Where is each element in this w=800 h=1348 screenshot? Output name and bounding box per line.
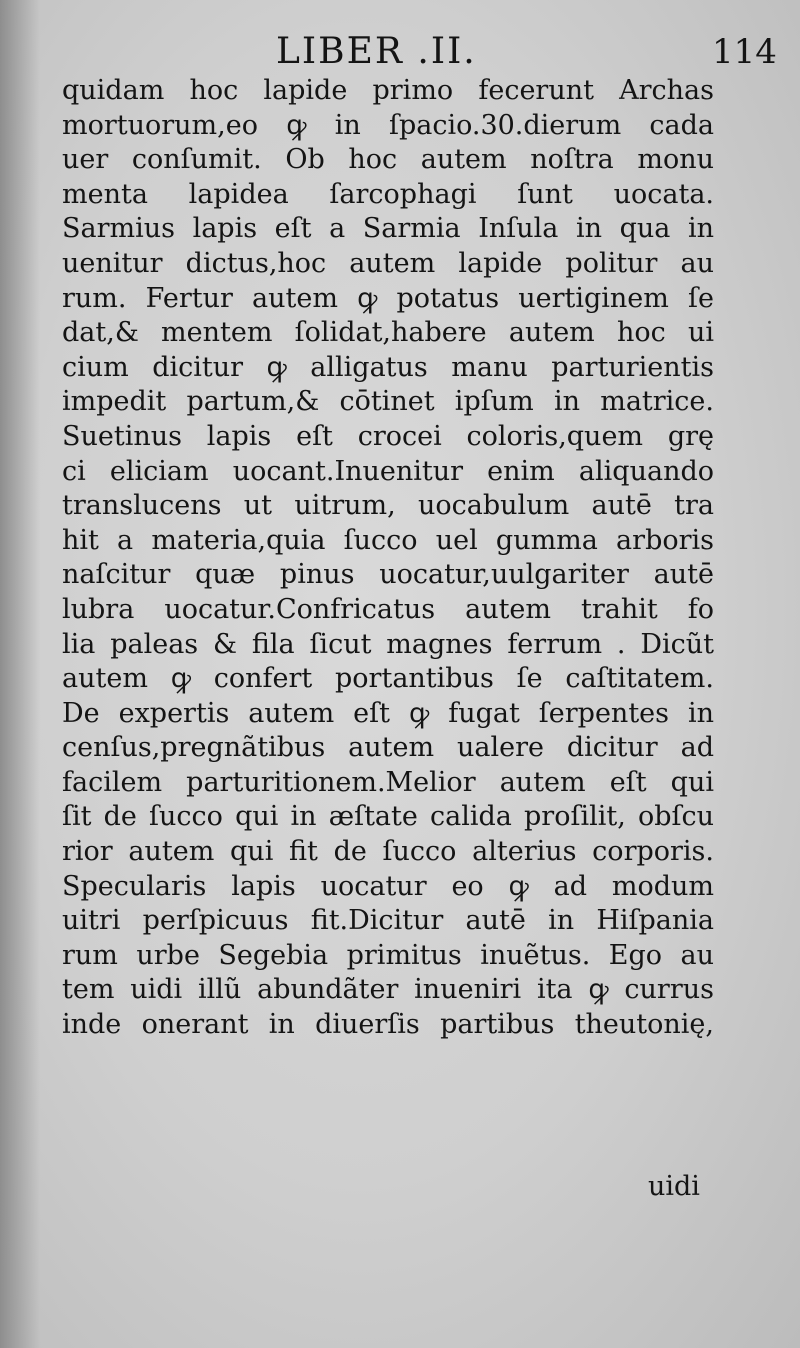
text-block — [62, 74, 714, 1043]
text-line: lia paleas & fila ſicut magnes ferrum . Dicũt — [62, 628, 714, 660]
text-line: naſcitur quæ pinus uocatur,uulgariter autē — [62, 559, 714, 591]
text-line: hit a materia,quia ſucco uel gumma arboris — [62, 524, 714, 556]
text-line: impedit partum,& cōtinet ipſum in matrice. — [62, 386, 714, 418]
text-line: rum urbe Segebia primitus inuẽtus. Ego au — [62, 939, 714, 971]
text-line: ſit de ſucco qui in æſtate calida proſilit, obſcu — [62, 801, 714, 833]
text-line: uer conſumit. Ob hoc autem noſtra monu — [62, 144, 714, 176]
text-line: inde onerant in diuerſis partibus theutonię, — [62, 1009, 714, 1041]
text-line: cium dicitur ꝙ alligatus manu parturientis — [62, 351, 714, 383]
text-line: lubra uocatur.Confricatus autem trahit fo — [62, 593, 714, 625]
text-line: translucens ut uitrum, uocabulum autē tra — [62, 490, 714, 522]
text-line: mortuorum,eo ꝙ in ſpacio.30.dierum cada — [62, 109, 714, 141]
text-line: rior autem qui fit de ſucco alterius corporis. — [62, 836, 714, 868]
text-line: Specularis lapis uocatur eo ꝙ ad modum — [62, 870, 714, 902]
text-line: facilem parturitionem.Melior autem eſt qui — [62, 766, 714, 798]
text-line: uenitur dictus,hoc autem lapide politur au — [62, 247, 714, 279]
text-line: quidam hoc lapide primo fecerunt Archas — [62, 75, 714, 106]
text-line: rum. Fertur autem ꝙ potatus uertiginem ſe — [62, 282, 714, 314]
text-line: uitri perſpicuus fit.Dicitur autē in Hiſpania — [62, 905, 714, 937]
folio-number: 114 — [712, 32, 777, 72]
text-line: tem uidi illũ abundãter inueniri ita ꝙ currus — [62, 974, 714, 1006]
gutter-shadow — [0, 0, 40, 1348]
text-line: ci eliciam uocant.Inuenitur enim aliquando — [62, 455, 714, 487]
text-line: De expertis autem eſt ꝙ fugat ſerpentes in — [62, 697, 714, 729]
text-line: dat,& mentem ſolidat,habere autem hoc ui — [62, 317, 714, 349]
text-line: Suetinus lapis eſt crocei coloris,quem grę — [62, 420, 714, 452]
text-line: autem ꝙ confert portantibus ſe caſtitatem. — [62, 663, 714, 695]
catchword: uidi — [648, 1171, 700, 1202]
text-line: cenſus,pregnãtibus autem ualere dicitur ad — [62, 732, 714, 764]
text-line: menta lapidea ſarcophagi ſunt uocata. — [62, 178, 714, 210]
running-title: LIBER .II. — [276, 31, 477, 72]
text-line: Sarmius lapis eſt a Sarmia Inſula in qua in — [62, 213, 714, 245]
page-header — [0, 30, 800, 74]
